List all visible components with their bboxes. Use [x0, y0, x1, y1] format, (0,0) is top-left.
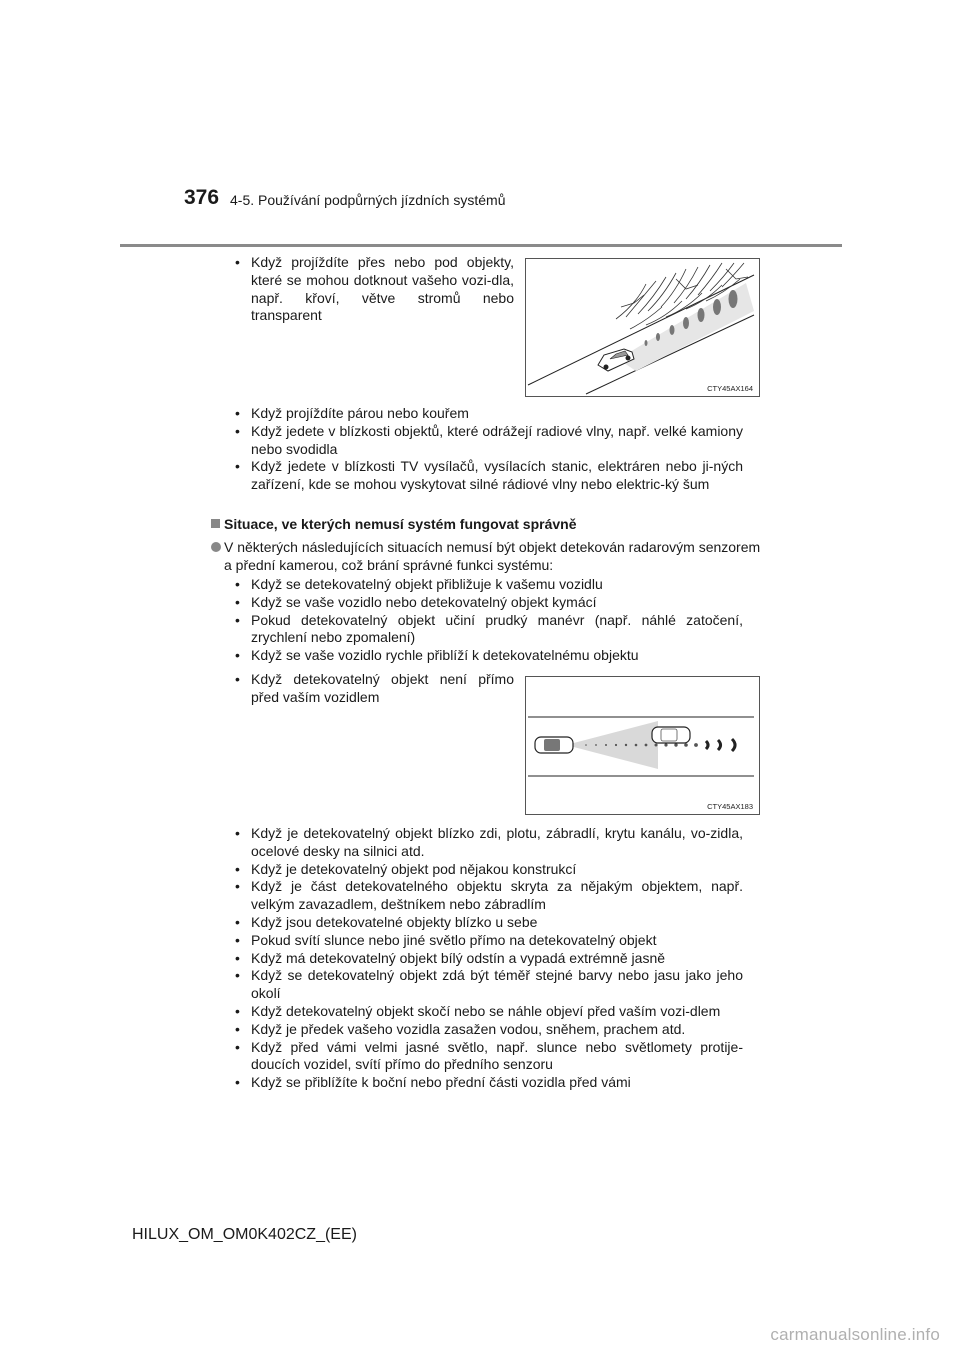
bullet-block-1 [234, 254, 514, 325]
bullet-block-4 [234, 671, 514, 707]
bullet-item: • Když před vámi velmi jasné světlo, např. slunce nebo světlomety protije-doucích vozidel, svítí přímo do předního senzoru [234, 1039, 743, 1075]
bullet-item: • Když má detekovatelný objekt bílý odstín a vypadá extrémně jasně [234, 950, 743, 968]
bullet-item: • Pokud detekovatelný objekt učiní prudký manévr (např. náhlé zatočení, zrychlení nebo zpomalení) [234, 612, 743, 648]
bullet-item: • Když je část detekovatelného objektu skryta za nějakým objektem, např. velkým zavazadlem, deštníkem nebo zábradlím [234, 878, 743, 914]
bullet-item: • Když se detekovatelný objekt přibližuje k vašemu vozidlu [234, 576, 743, 594]
bullet-block-5 [234, 825, 743, 1092]
bullet-block-2 [234, 405, 743, 494]
offset-object-drawing [526, 677, 759, 814]
bullet-item: • Když je detekovatelný objekt blízko zdi, plotu, zábradlí, krytu kanálu, vo-zidla, ocelové desky na silnici atd. [234, 825, 743, 861]
section-heading: Situace, ve kterých nemusí systém fungovat správně [211, 516, 576, 532]
bullet-item: • Když detekovatelný objekt skočí nebo se náhle objeví před vaším vozi-dlem [234, 1003, 743, 1021]
bullet-item: • Když se vaše vozidlo nebo detekovatelný objekt kymácí [234, 594, 743, 612]
own-car-icon [535, 737, 573, 753]
circle-bullet-icon [211, 542, 221, 552]
bullet-item: • Když detekovatelný objekt není přímo před vaším vozidlem [234, 671, 514, 707]
branches-drawing [526, 259, 759, 396]
watermark: carmanualsonline.info [770, 1325, 940, 1344]
bullet-item: • Když projíždíte přes nebo pod objekty, které se mohou dotknout vašeho vozi-dla, např. křoví, větve stromů nebo transparent [234, 254, 514, 325]
target-car-icon [652, 727, 690, 743]
figure-label: CTY45AX183 [707, 802, 753, 811]
car-icon [598, 349, 634, 371]
figure-branches-illustration [525, 258, 760, 397]
document-code: HILUX_OM_OM0K402CZ_(EE) [132, 1226, 357, 1243]
figure-label: CTY45AX164 [707, 384, 753, 393]
bullet-block-3 [234, 576, 743, 665]
wave-arcs [706, 739, 735, 751]
bullet-item: • Když jedete v blízkosti objektů, které odrážejí radiové vlny, např. velké kamiony nebo svodidla [234, 423, 743, 459]
square-bullet-icon [211, 519, 220, 528]
bullet-item: • Když se detekovatelný objekt zdá být téměř stejné barvy nebo jasu jako jeho okolí [234, 967, 743, 1003]
page-number: 376 [184, 186, 220, 209]
bullet-item: • Když jedete v blízkosti TV vysílačů, vysílacích stanic, elektráren nebo ji-ných zařízení, kde se mohou vyskytovat silné rádiové vlny nebo elektric-ký šum [234, 458, 743, 494]
bullet-item: • Pokud svítí slunce nebo jiné světlo přímo na detekovatelný objekt [234, 932, 743, 950]
intro-paragraph: V některých následujících situacích nemusí být objekt detekován radarovým senzorem a přední kamerou, což brání správné funkci systému: [211, 539, 761, 575]
figure-offset-object-illustration [525, 676, 760, 815]
radar-beam [566, 721, 658, 769]
bullet-item: • Když jsou detekovatelné objekty blízko u sebe [234, 914, 743, 932]
bullet-item: • Když je detekovatelný objekt pod nějakou konstrukcí [234, 861, 743, 879]
header-rule [120, 244, 842, 247]
bullet-item: • Když je předek vašeho vozidla zasažen vodou, sněhem, prachem atd. [234, 1021, 743, 1039]
bullet-item: • Když projíždíte párou nebo kouřem [234, 405, 743, 423]
section-title: 4-5. Používání podpůrných jízdních systémů [230, 192, 506, 208]
bullet-item: • Když se vaše vozidlo rychle přiblíží k detekovatelnému objektu [234, 647, 743, 665]
bullet-item: • Když se přiblížíte k boční nebo přední části vozidla před vámi [234, 1074, 743, 1092]
